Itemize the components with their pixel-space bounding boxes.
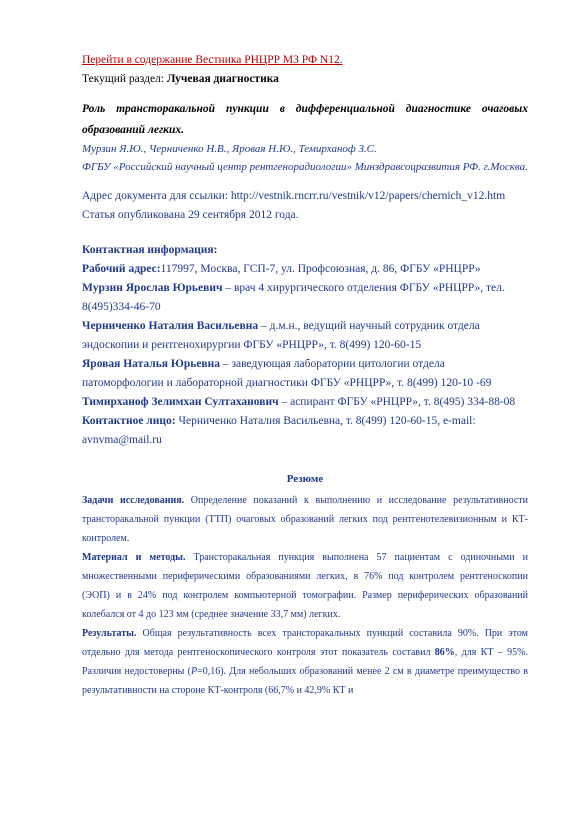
person-details: – заведующая лаборатории цитологии отдела патоморфологии и лабораторной диагностики ФГБУ «РНЦРР», т. 8(499) 120-10 -69 (82, 358, 492, 389)
work-address-label: Рабочий адрес: (82, 263, 161, 275)
results-text: , для КТ – 95%. Различия недостоверны ( (82, 647, 528, 677)
results-text: =0,16). Для небольших образований менее 2 см в диаметре преимущество в результативности на стороне КТ-контроля (66,7% и 42,9% КТ и (82, 666, 528, 696)
results-value: 86% (434, 647, 455, 658)
methods-label: Материал и методы. (82, 552, 186, 563)
abstract-results (82, 624, 528, 700)
results-text: Общая результативность всех трансторакальных пункций составила 90%. При этом отдельно для метода рентгеноскопического контроля этот показатель составил (82, 628, 528, 658)
person-name: Тимирханоф Зелимхан Султаханович (82, 396, 279, 408)
person-details: – д.м.н., ведущий научный сотрудник отдела эндоскопии и рентгенохирургии ФГБУ «РНЦРР», т. 8(499) 120-60-15 (82, 320, 480, 351)
person-name: Мурзин Ярослав Юрьевич (82, 282, 223, 294)
person-name: Черниченко Наталия Васильевна (82, 320, 259, 332)
tasks-text: Определение показаний к выполнению и исследование результативности трансторакальной пункции (ТТП) очаговых образований легких под рентгенотелевизионным и КТ-контролем. (82, 495, 528, 544)
article-authors: Мурзин Я.Ю., Черниченко Н.В., Яровая Н.Ю., Темирханоф З.С. (82, 143, 377, 155)
results-label: Результаты. (82, 628, 137, 639)
article-content (82, 51, 528, 700)
article-organization: ФГБУ «Российский научный центр рентгенорадиологии» Минздравсоцразвития РФ. г.Москва. (82, 161, 528, 173)
section-value: Лучевая диагностика (166, 73, 279, 85)
contact-person-3 (82, 355, 528, 393)
current-section (82, 70, 528, 89)
contact-person-4 (82, 393, 528, 412)
methods-text: Трансторакальная пункция выполнена 57 пациентам с одиночными и множественными периферическими образованиями легких, в 76% под контролем рентгеноскопии (ЭОП) и в 24% под контролем компьютерной томографии. Размер периферических образований колебался от 4 до 123 мм (среднее значение 33,7 мм) легких. (82, 552, 528, 620)
contact-person-main (82, 412, 528, 450)
tasks-label: Задачи исследования. (82, 495, 185, 506)
contact-value: Черниченко Наталия Васильевна, т. 8(499) 120-60-15, e-mail: avnvma@mail.ru (82, 415, 476, 446)
contacts-heading: Контактная информация: (82, 244, 218, 256)
document-address: Адрес документа для ссылки: http://vestnik.rncrr.ru/vestnik/v12/papers/chernich_v12.htm (82, 190, 506, 202)
abstract-body (82, 491, 528, 700)
contact-person-2 (82, 317, 528, 355)
person-name: Яровая Наталья Юрьевна (82, 358, 221, 370)
work-address-value: 117997, Москва, ГСП-7, ул. Профсоюзная, д. 86, ФГБУ «РНЦРР» (160, 263, 481, 275)
abstract-methods (82, 548, 528, 624)
publication-date: Статья опубликована 29 сентября 2012 года. (82, 209, 299, 221)
section-label: Текущий раздел: (82, 73, 167, 85)
journal-contents-link[interactable]: Перейти в содержание Вестника РНЦРР МЗ РФ N12. (82, 54, 343, 66)
abstract-heading: Резюме (286, 473, 324, 485)
contact-label: Контактное лицо: (82, 415, 176, 427)
person-details: – аспирант ФГБУ «РНЦРР», т. 8(495) 334-88-08 (278, 396, 516, 408)
p-symbol: P (190, 666, 198, 677)
contact-person-1 (82, 279, 528, 317)
article-title: Роль трансторакальной пункции в дифференциальной диагностике очаговых образований легких. (82, 103, 528, 136)
abstract-tasks (82, 491, 528, 548)
person-details: – врач 4 хирургического отделения ФГБУ «РНЦРР», тел. 8(495)334-46-70 (82, 282, 505, 313)
work-address (82, 260, 528, 279)
contact-info (82, 241, 528, 450)
document-address-block (82, 187, 528, 225)
